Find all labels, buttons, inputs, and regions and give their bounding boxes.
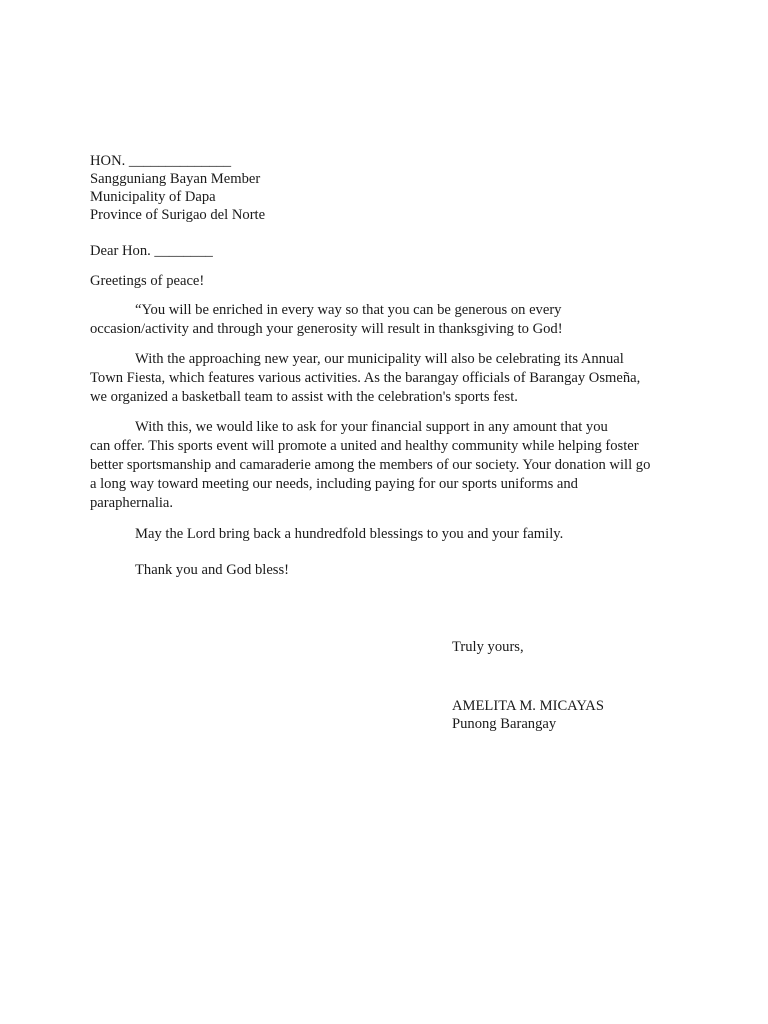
recipient-municipality: Municipality of Dapa [90,189,216,205]
paragraph-1-line-2: occasion/activity and through your generosity will result in thanksgiving to God! [90,321,563,337]
paragraph-2-line-1: With the approaching new year, our municipality will also be celebrating its Annual [135,351,624,367]
recipient-province: Province of Surigao del Norte [90,207,266,223]
recipient-hon-line: HON. ______________ [90,153,232,169]
paragraph-3-line-2: can offer. This sports event will promote a united and healthy community while helping foster [90,438,639,454]
greeting: Greetings of peace! [90,273,205,289]
valediction: Truly yours, [452,639,524,655]
paragraph-3-line-5: paraphernalia. [90,495,174,511]
paragraph-4-line-1: May the Lord bring back a hundredfold blessings to you and your family. [135,526,564,542]
paragraph-2-line-2: Town Fiesta, which features various activities. As the barangay officials of Barangay Osmeña, [90,370,641,386]
paragraph-3-line-1: With this, we would like to ask for your financial support in any amount that you [135,419,608,435]
salutation: Dear Hon. ________ [90,243,213,259]
signatory-title: Punong Barangay [452,716,557,732]
paragraph-5-line-1: Thank you and God bless! [135,562,290,578]
paragraph-3-line-4: a long way toward meeting our needs, including paying for our sports uniforms and [90,476,578,492]
signatory-name: AMELITA M. MICAYAS [452,698,604,714]
paragraph-2-line-3: we organized a basketball team to assist with the celebration's sports fest. [90,389,518,405]
recipient-position: Sangguniang Bayan Member [90,171,261,187]
paragraph-3-line-3: better sportsmanship and camaraderie among the members of our society. Your donation will go [90,457,651,473]
paragraph-1-line-1: “You will be enriched in every way so that you can be generous on every [135,302,562,318]
